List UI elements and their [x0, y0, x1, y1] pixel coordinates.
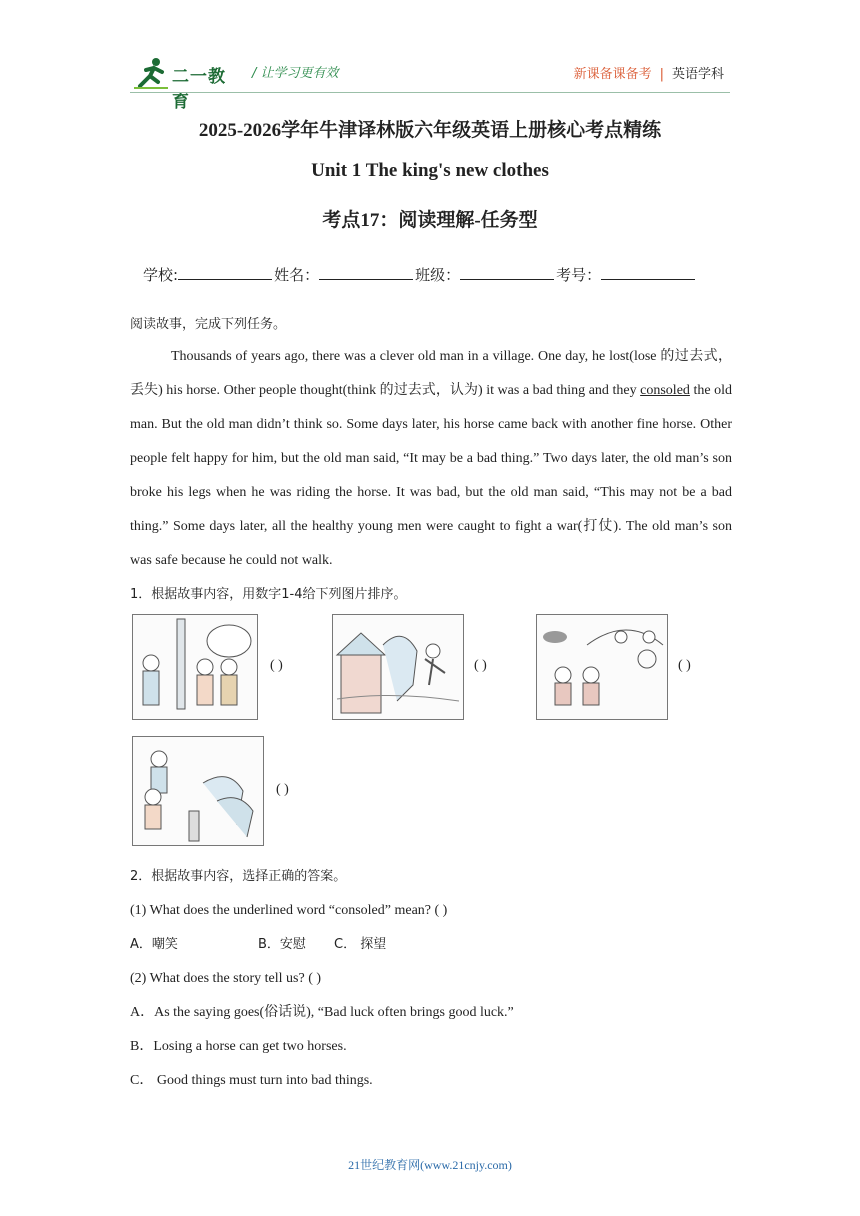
option-c[interactable]: C． 探望 — [334, 937, 387, 952]
slogan: / 让学习更有效 — [252, 66, 339, 81]
horse-falling-illustration-icon — [333, 615, 463, 719]
picture-old-man-lost-horse — [132, 614, 258, 720]
class-label: 班级： — [415, 266, 461, 284]
q2-sub2-option-c[interactable]: C． Good things must turn into bad things. — [130, 1073, 373, 1088]
instruction: 阅读故事，完成下列任务。 — [130, 317, 287, 332]
story-passage — [130, 340, 732, 578]
header-divider — [130, 92, 730, 93]
name-label: 姓名： — [274, 266, 320, 284]
picture-young-men-to-war — [536, 614, 668, 720]
running-man-logo-icon — [132, 56, 172, 90]
picture-horse-returns — [132, 736, 264, 846]
villagers-illustration-icon — [133, 615, 257, 719]
number-label: 考号： — [556, 266, 602, 284]
option-a[interactable]: A．嘲笑 — [130, 937, 178, 952]
header-separator: | — [659, 67, 664, 82]
answer-paren-1[interactable]: ( ) — [270, 658, 283, 673]
story-part1: Thousands of years ago, there was a clever old man in a village. One day, he lost(lose 的过去式，丢失) his horse. Other people thought(think 的过去式，认为) it was a bad thing and they — [130, 349, 732, 398]
header-right — [574, 63, 724, 82]
q2-sub2-option-b[interactable]: B．Losing a horse can get two horses. — [130, 1039, 347, 1054]
story-part2: the old man. But the old man didn’t think so. Some days later, his horse came back with another fine horse. Other people felt happy for him, but the old man said, “It may be a bad thing.” Two days later, the old man’s son broke his legs when he was riding the horse. It was bad, but the old man said, “This may not be a bad thing.” Some days later, all the healthy young men were caught to fight a war(打仗). The old man’s son was safe because he could not walk. — [130, 383, 732, 568]
q2-sub1: (1) What does the underlined word “consoled” mean? ( ) — [130, 903, 448, 918]
option-b[interactable]: B．安慰 — [258, 937, 306, 952]
soldiers-illustration-icon — [537, 615, 667, 719]
student-info-line — [143, 264, 697, 285]
horses-return-illustration-icon — [133, 737, 263, 845]
name-blank[interactable] — [319, 265, 413, 280]
number-blank[interactable] — [601, 265, 695, 280]
school-blank[interactable] — [178, 265, 272, 280]
answer-paren-2[interactable]: ( ) — [474, 658, 487, 673]
q2-sub1-options — [130, 928, 732, 962]
answer-paren-3[interactable]: ( ) — [678, 658, 691, 673]
header-tag-subject: 英语学科 — [671, 67, 724, 82]
class-blank[interactable] — [460, 265, 554, 280]
q2-prompt: 2．根据故事内容，选择正确的答案。 — [130, 869, 347, 884]
underlined-word: consoled — [640, 383, 690, 398]
unit-title: Unit 1 The king's new clothes — [311, 160, 549, 181]
page-footer: 21世纪教育网(www.21cnjy.com) — [348, 1158, 512, 1172]
q2-sub2: (2) What does the story tell us? ( ) — [130, 971, 322, 986]
site-logo — [132, 56, 242, 112]
picture-son-falls-from-horse — [332, 614, 464, 720]
school-label: 学校: — [143, 266, 179, 284]
q2-sub2-option-a[interactable]: A．As the saying goes(俗话说), “Bad luck often brings good luck.” — [130, 1005, 514, 1020]
q1-prompt: 1．根据故事内容，用数字1-4给下列图片排序。 — [130, 587, 407, 602]
header-tag-prep: 新课备课备考 — [573, 67, 652, 82]
logo-text: 二一教育 — [172, 67, 226, 112]
topic-title: 考点17：阅读理解-任务型 — [322, 210, 538, 231]
page-title: 2025-2026学年牛津译林版六年级英语上册核心考点精练 — [198, 120, 662, 141]
answer-paren-4[interactable]: ( ) — [276, 782, 289, 797]
